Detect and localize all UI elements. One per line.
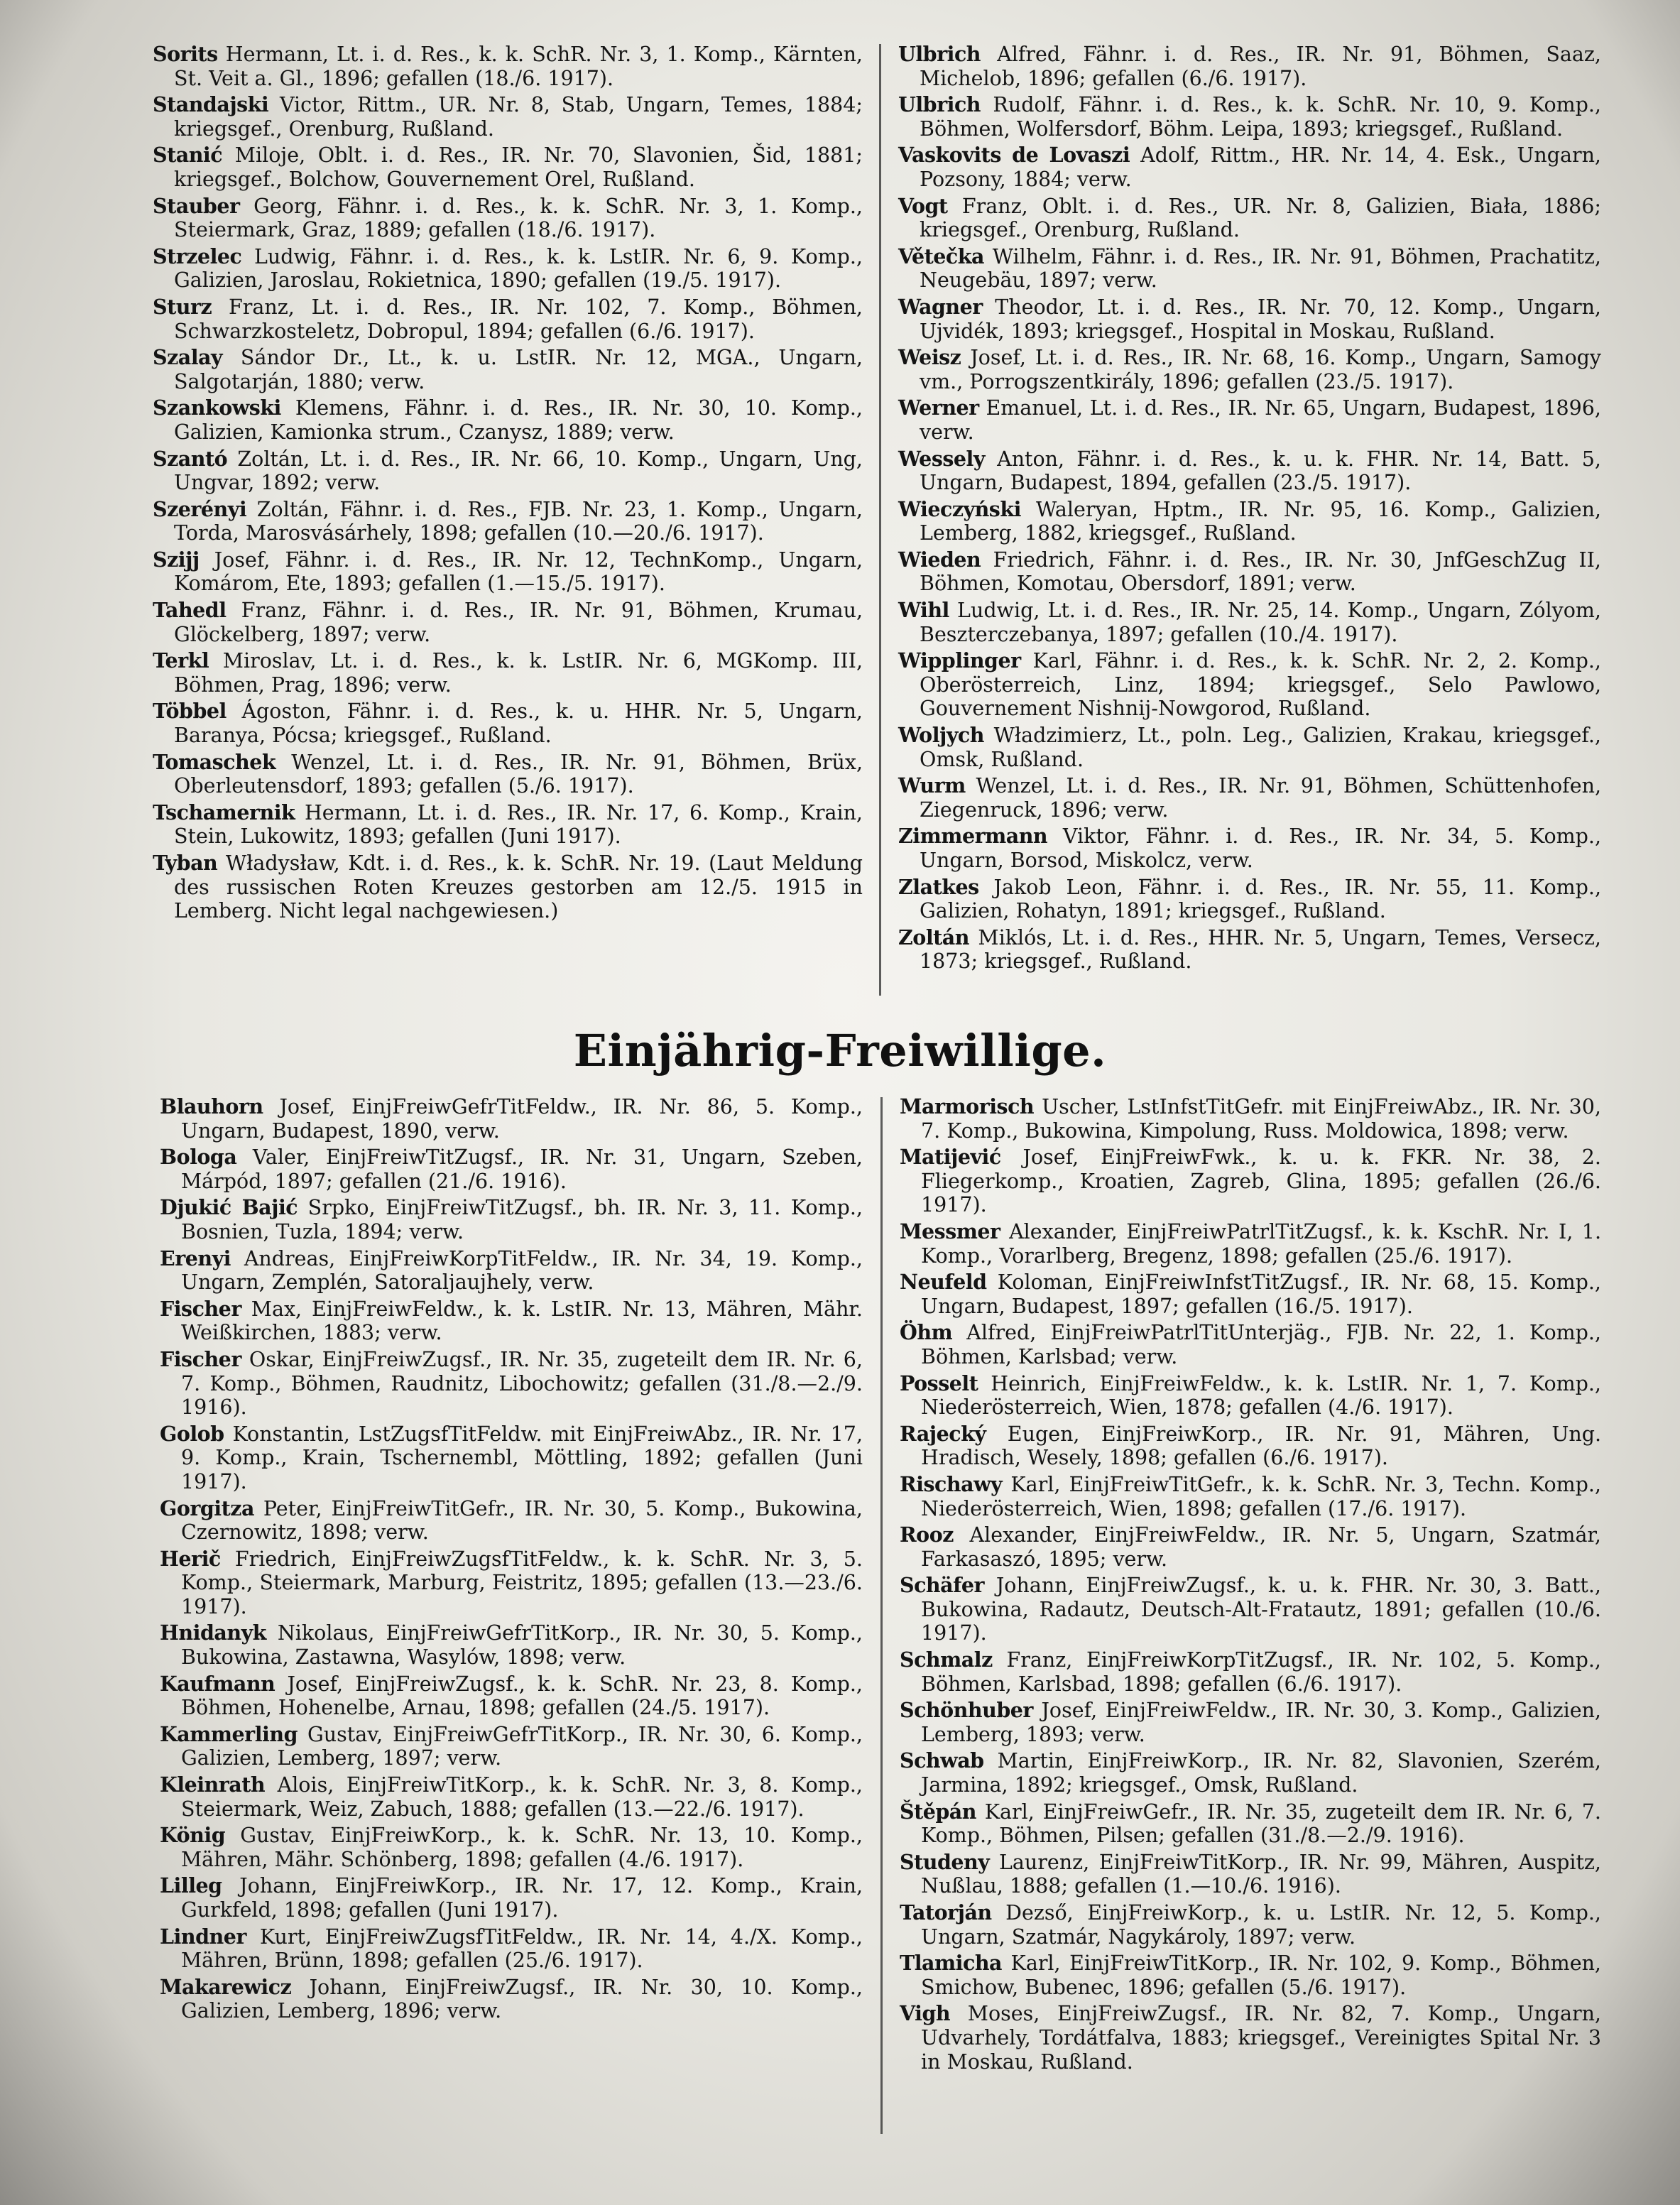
list-entry [898,548,1601,596]
list-entry [153,649,863,697]
list-entry [900,1270,1601,1318]
list-entry [153,801,863,849]
entry-details: Miroslav, Lt. i. d. Res., k. k. LstIR. Nr. 6, MGKomp. III, Böhmen, Prag, 1896; verw. [174,649,863,697]
entry-surname: Hnidanyk [160,1621,266,1645]
list-entry [153,751,863,798]
entry-surname: Tahedl [153,598,227,623]
list-entry [898,774,1601,822]
entry-surname: Zlatkes [898,874,979,899]
list-entry [900,1523,1601,1571]
entry-details: Gustav, EinjFreiwKorp., k. k. SchR. Nr. 13, 10. Komp., Mähren, Mähr. Schönberg, 1898; gefallen (4./6. 1917). [181,1824,863,1871]
entry-details: Kurt, EinjFreiwZugsfTitFeldw., IR. Nr. 14, 4./X. Komp., Mähren, Brünn, 1898; gefallen (25./6. 1917). [181,1924,863,1973]
entry-details: Nikolaus, EinjFreiwGefrTitKorp., IR. Nr. 30, 5. Komp., Bukowina, Zastawna, Wasylów, 1898; verw. [181,1621,863,1670]
list-entry [900,1901,1601,1949]
list-entry [900,1800,1601,1848]
entry-details: Karl, EinjFreiwTitGefr., k. k. SchR. Nr. 3, Techn. Komp., Niederösterreich, Wien, 1898; gefallen (17./6. 1917). [921,1472,1601,1520]
entry-surname: Többel [153,699,227,724]
entry-surname: Messmer [900,1219,1000,1243]
list-entry [898,447,1601,495]
entry-surname: Wipplinger [898,648,1021,673]
entry-surname: Wagner [898,294,983,319]
entry-surname: Rooz [900,1523,954,1547]
list-entry [900,1574,1601,1645]
entry-surname: Štěpán [900,1799,976,1824]
entry-surname: Bologa [160,1145,237,1170]
entry-details: Heinrich, EinjFreiwFeldw., k. k. LstIR. Nr. 1, 7. Komp., Niederösterreich, Wien, 1878; gefallen (4./6. 1917). [921,1371,1601,1420]
list-entry [898,876,1601,923]
list-entry [898,498,1601,545]
entry-surname: Tatorján [900,1900,992,1924]
entry-details: Laurenz, EinjFreiwTitKorp., IR. Nr. 99, Mähren, Auspitz, Nußlau, 1888; gefallen (1.—10./6. 1916). [921,1850,1601,1898]
list-entry [898,926,1601,974]
entry-surname: Rajecký [900,1421,986,1446]
entry-details: Josef, EinjFreiwZugsf., k. k. SchR. Nr. 23, 8. Komp., Böhmen, Hohenelbe, Arnau, 1898; gefallen (24./5. 1917). [181,1672,863,1720]
entry-surname: Tlamicha [900,1951,1003,1976]
list-entry [153,447,863,495]
entry-surname: Rischawy [900,1471,1003,1496]
entry-surname: Vogt [898,193,948,218]
entry-details: Sándor Dr., Lt., k. u. LstIR. Nr. 12, MGA., Ungarn, Salgotarján, 1880; verw. [174,346,863,393]
list-entry [898,195,1601,242]
entry-surname: Wessely [898,446,985,471]
entry-details: Josef, Lt. i. d. Res., IR. Nr. 68, 16. Komp., Ungarn, Samogy vm., Porrogszentkirály, 1896; gefallen (23./5. 1917). [920,346,1601,393]
entry-details: Alois, EinjFreiwTitKorp., k. k. SchR. Nr. 3, 8. Komp., Steiermark, Weiz, Zabuch, 1888; gefallen (13.—22./6. 1917). [181,1773,863,1821]
list-entry [900,1699,1601,1746]
entry-details: Wenzel, Lt. i. d. Res., IR. Nr. 91, Böhmen, Schüttenhofen, Ziegenruck, 1896; verw. [920,774,1601,822]
entry-surname: Tschamernik [153,800,295,824]
list-entry [898,143,1601,191]
entry-details: Valer, EinjFreiwTitZugsf., IR. Nr. 31, Ungarn, Szeben, Márpód, 1897; gefallen (21./6. 1916). [181,1145,863,1193]
entry-details: Victor, Rittm., UR. Nr. 8, Stab, Ungarn, Temes, 1884; kriegsgef., Orenburg, Rußland. [174,93,863,141]
entry-surname: Schwab [900,1748,984,1773]
entry-details: Karl, EinjFreiwTitKorp., IR. Nr. 102, 9. Komp., Böhmen, Smichow, Bubenec, 1896; gefallen (5./6. 1917). [921,1951,1601,1999]
entry-details: Zoltán, Lt. i. d. Res., IR. Nr. 66, 10. Komp., Ungarn, Ung, Ungvar, 1892; verw. [174,447,863,495]
entry-details: Alfred, EinjFreiwPatrlTitUnterjäg., FJB. Nr. 22, 1. Komp., Böhmen, Karlsbad; verw. [921,1321,1601,1368]
list-entry [898,346,1601,393]
entry-surname: Szalay [153,345,223,370]
entry-surname: Schmalz [900,1648,993,1672]
list-entry [160,1297,863,1345]
entry-surname: Weisz [898,345,961,370]
list-entry [153,548,863,596]
column-divider-bottom [880,1097,883,2134]
entry-details: Eugen, EinjFreiwKorp., IR. Nr. 91, Mähren, Ung. Hradisch, Wesely, 1898; gefallen (6./6. 1917). [921,1422,1601,1470]
entry-surname: Sturz [153,294,212,319]
entry-surname: Wurm [898,773,966,798]
entry-surname: Zoltán [898,925,969,949]
column-bottom-left [160,1095,863,2026]
entry-details: Miklós, Lt. i. d. Res., HHR. Nr. 5, Ungarn, Temes, Versecz, 1873; kriegsgef., Rußland. [920,925,1601,974]
list-entry [160,1723,863,1770]
entry-details: Johann, EinjFreiwZugsf., k. u. k. FHR. Nr. 30, 3. Batt., Bukowina, Radautz, Deutsch-Alt-Fratautz, 1891; gefallen (10./6. 1917). [921,1574,1601,1645]
entry-surname: Ulbrich [898,42,981,66]
entry-surname: Schönhuber [900,1698,1033,1723]
list-entry [898,93,1601,141]
entry-surname: Fischer [160,1296,241,1321]
list-entry [900,1749,1601,1797]
entry-details: Georg, Fähnr. i. d. Res., k. k. SchR. Nr. 3, 1. Komp., Steiermark, Graz, 1889; gefallen (18./6. 1917). [174,194,863,242]
list-entry [160,1547,863,1619]
list-entry [898,649,1601,721]
entry-surname: Gorgitza [160,1496,254,1520]
entry-details: Emanuel, Lt. i. d. Res., IR. Nr. 65, Ungarn, Budapest, 1896, verw. [920,396,1601,444]
entry-surname: Wihl [898,598,949,623]
list-entry [900,2002,1601,2074]
entry-details: Viktor, Fähnr. i. d. Res., IR. Nr. 34, 5. Komp., Ungarn, Borsod, Miskolcz, verw. [920,824,1601,872]
entry-surname: Woljych [898,723,984,748]
list-entry [900,1321,1601,1368]
entry-details: Alexander, EinjFreiwFeldw., IR. Nr. 5, Ungarn, Szatmár, Farkasaszó, 1895; verw. [921,1523,1601,1571]
entry-details: Moses, EinjFreiwZugsf., IR. Nr. 82, 7. Komp., Ungarn, Udvarhely, Tordátfalva, 1883; kriegsgef., Vereinigtes Spital Nr. 3 in Moskau, Rußland. [921,2002,1601,2074]
entry-details: Ágoston, Fähnr. i. d. Res., k. u. HHR. Nr. 5, Ungarn, Baranya, Pócsa; kriegsgef., Rußland. [174,699,863,748]
list-entry [160,1145,863,1193]
entry-details: Friedrich, Fähnr. i. d. Res., IR. Nr. 30, JnfGeschZug II, Böhmen, Komotau, Obersdorf, 1891; verw. [920,548,1601,596]
entry-surname: Větečka [898,244,984,268]
entry-surname: Stanić [153,143,223,168]
column-divider-top [879,44,881,996]
entry-surname: Schäfer [900,1573,985,1598]
entry-details: Klemens, Fähnr. i. d. Res., IR. Nr. 30, 10. Komp., Galizien, Kamionka strum., Czanysz, 1889; verw. [174,396,863,444]
entry-surname: Erenyi [160,1246,231,1270]
list-entry [900,1851,1601,1898]
column-bottom-right [900,1095,1601,2076]
entry-details: Uscher, LstInfstTitGefr. mit EinjFreiwAbz., IR. Nr. 30, 7. Komp., Bukowina, Kimpolung, Russ. Moldowica, 1898; verw. [921,1095,1601,1143]
entry-surname: Marmorisch [900,1094,1035,1118]
entry-details: Konstantin, LstZugsfTitFeldw. mit EinjFreiwAbz., IR. Nr. 17, 9. Komp., Krain, Tschernembl, Möttling, 1892; gefallen (Juni 1917). [181,1422,863,1493]
entry-surname: Herič [160,1546,221,1571]
entry-surname: Zimmermann [898,824,1048,849]
entry-details: Hermann, Lt. i. d. Res., k. k. SchR. Nr. 3, 1. Komp., Kärnten, St. Veit a. Gl., 1896; gefallen (18./6. 1917). [174,43,863,90]
entry-surname: Szijj [153,547,200,572]
entry-surname: Studeny [900,1849,990,1874]
list-entry [153,295,863,343]
entry-surname: Vaskovits de Lovaszi [898,143,1130,168]
list-entry [160,1247,863,1295]
entry-surname: Neufeld [900,1270,987,1295]
list-entry [898,295,1601,343]
entry-details: Anton, Fähnr. i. d. Res., k. u. k. FHR. Nr. 14, Batt. 5, Ungarn, Budapest, 1894, gefallen (23./5. 1917). [920,447,1601,495]
entry-details: Waleryan, Hptm., IR. Nr. 95, 16. Komp., Galizien, Lemberg, 1882, kriegsgef., Rußland. [920,497,1601,545]
entry-surname: Vigh [900,2001,951,2026]
entry-details: Koloman, EinjFreiwInfstTitZugsf., IR. Nr. 68, 15. Komp., Ungarn, Budapest, 1897; gefallen (16./5. 1917). [921,1270,1601,1318]
entry-surname: Ulbrich [898,92,981,117]
list-entry [160,1925,863,1973]
list-entry [153,43,863,90]
entry-surname: Makarewicz [160,1974,292,1999]
entry-details: Jakob Leon, Fähnr. i. d. Res., IR. Nr. 55, 11. Komp., Galizien, Rohatyn, 1891; kriegsgef., Rußland. [920,875,1601,923]
entry-surname: Werner [898,396,979,420]
entry-details: Miloje, Oblt. i. d. Res., IR. Nr. 70, Slavonien, Šid, 1881; kriegsgef., Bolchow, Gouvernement Orel, Rußland. [174,143,863,191]
list-entry [160,1976,863,2023]
list-entry [900,1422,1601,1470]
column-top-right [898,43,1601,976]
entry-details: Wenzel, Lt. i. d. Res., IR. Nr. 91, Böhmen, Brüx, Oberleutensdorf, 1893; gefallen (5./6. 1917). [174,750,863,798]
entry-details: Franz, Oblt. i. d. Res., UR. Nr. 8, Galizien, Biała, 1886; kriegsgef., Orenburg, Rußland. [920,194,1601,242]
entry-details: Johann, EinjFreiwZugsf., IR. Nr. 30, 10. Komp., Galizien, Lemberg, 1896; verw. [181,1975,863,2023]
entry-surname: Blauhorn [160,1094,263,1118]
list-entry [898,824,1601,872]
entry-details: Peter, EinjFreiwTitGefr., IR. Nr. 30, 5. Komp., Bukowina, Czernowitz, 1898; verw. [181,1496,863,1545]
list-entry [153,396,863,444]
list-entry [153,143,863,191]
entry-surname: Lilleg [160,1873,222,1898]
list-entry [160,1422,863,1494]
entry-surname: Tyban [153,851,218,875]
entry-details: Josef, EinjFreiwFeldw., IR. Nr. 30, 3. Komp., Galizien, Lemberg, 1893; verw. [921,1699,1601,1746]
entry-surname: Szerényi [153,496,247,521]
entry-details: Ludwig, Fähnr. i. d. Res., k. k. LstIR. Nr. 6, 9. Komp., Galizien, Jaroslau, Rokietnica, 1890; gefallen (19./5. 1917). [174,244,863,293]
list-entry [153,195,863,242]
entry-details: Hermann, Lt. i. d. Res., IR. Nr. 17, 6. Komp., Krain, Stein, Lukowitz, 1893; gefallen (Juni 1917). [174,800,863,849]
entry-surname: Szankowski [153,396,281,420]
entry-details: Władzimierz, Lt., poln. Leg., Galizien, Krakau, kriegsgef., Omsk, Rußland. [920,724,1601,771]
column-top-left [153,43,863,926]
entry-details: Theodor, Lt. i. d. Res., IR. Nr. 70, 12. Komp., Ungarn, Ujvidék, 1893; kriegsgef., Hospital in Moskau, Rußland. [920,295,1601,343]
list-entry [153,599,863,646]
entry-details: Rudolf, Fähnr. i. d. Res., k. k. SchR. Nr. 10, 9. Komp., Böhmen, Wolfersdorf, Böhm. Leipa, 1893; kriegsgef., Rußland. [920,93,1601,141]
entry-surname: Sorits [153,42,218,66]
entry-details: Adolf, Rittm., HR. Nr. 14, 4. Esk., Ungarn, Pozsony, 1884; verw. [920,143,1601,191]
list-entry [160,1874,863,1922]
entry-surname: Szantó [153,446,228,471]
entry-details: Franz, Fähnr. i. d. Res., IR. Nr. 91, Böhmen, Krumau, Glöckelberg, 1897; verw. [174,599,863,646]
list-entry [900,1220,1601,1268]
entry-surname: Wieczyński [898,496,1021,521]
list-entry [160,1672,863,1720]
entry-details: Friedrich, EinjFreiwZugsfTitFeldw., k. k. SchR. Nr. 3, 5. Komp., Steiermark, Marburg, Feistritz, 1895; gefallen (13.—23./6. 1917). [181,1547,863,1618]
entry-details: Wilhelm, Fähnr. i. d. Res., IR. Nr. 91, Böhmen, Prachatitz, Neugebäu, 1897; verw. [920,244,1601,293]
list-entry [898,396,1601,444]
section-title: Einjährig-Freiwillige. [573,1025,1107,1077]
list-entry [898,245,1601,293]
entry-surname: Kammerling [160,1721,298,1746]
list-entry [160,1348,863,1420]
entry-details: Gustav, EinjFreiwGefrTitKorp., IR. Nr. 30, 6. Komp., Galizien, Lemberg, 1897; verw. [181,1722,863,1770]
list-entry [153,699,863,747]
entry-surname: Strzelec [153,244,242,268]
list-entry [900,1473,1601,1520]
list-entry [160,1824,863,1871]
entry-details: Andreas, EinjFreiwKorpTitFeldw., IR. Nr. 34, 19. Komp., Ungarn, Zemplén, Satoraljaujhely, verw. [181,1246,863,1295]
entry-details: Josef, EinjFreiwGefrTitFeldw., IR. Nr. 86, 5. Komp., Ungarn, Budapest, 1890, verw. [181,1095,863,1143]
list-entry [900,1648,1601,1696]
list-entry [160,1196,863,1243]
entry-details: Ludwig, Lt. i. d. Res., IR. Nr. 25, 14. Komp., Ungarn, Zólyom, Beszterczebanya, 1897; gefallen (10./4. 1917). [920,599,1601,646]
entry-details: Karl, EinjFreiwGefr., IR. Nr. 35, zugeteilt dem IR. Nr. 6, 7. Komp., Böhmen, Pilsen; gefallen (31./8.—2./9. 1916). [921,1800,1601,1848]
list-entry [900,1951,1601,1999]
entry-surname: Golob [160,1421,224,1446]
entry-surname: Lindner [160,1924,246,1949]
entry-details: Oskar, EinjFreiwZugsf., IR. Nr. 35, zugeteilt dem IR. Nr. 6, 7. Komp., Böhmen, Raudnitz, Libochowitz; gefallen (31./8.—2./9. 1916). [181,1347,863,1420]
list-entry [153,498,863,545]
entry-details: Władysław, Kdt. i. d. Res., k. k. SchR. Nr. 19. (Laut Meldung des russischen Roten Kreuzes gestorben am 12./5. 1915 in Lemberg. Nicht legal nachgewiesen.) [174,851,863,923]
entry-surname: Matijević [900,1145,1001,1170]
list-entry [160,1095,863,1143]
entry-details: Alexander, EinjFreiwPatrlTitZugsf., k. k. KschR. Nr. I, 1. Komp., Vorarlberg, Bregenz, 1898; gefallen (25./6. 1917). [921,1219,1601,1268]
entry-details: Zoltán, Fähnr. i. d. Res., FJB. Nr. 23, 1. Komp., Ungarn, Torda, Marosvásárhely, 1898; gefallen (10.—20./6. 1917). [174,497,863,545]
entry-details: Martin, EinjFreiwKorp., IR. Nr. 82, Slavonien, Szerém, Jarmina, 1892; kriegsgef., Omsk, Rußland. [921,1749,1601,1797]
entry-details: Max, EinjFreiwFeldw., k. k. LstIR. Nr. 13, Mähren, Mähr. Weißkirchen, 1883; verw. [181,1297,863,1345]
list-entry [153,245,863,293]
list-entry [898,599,1601,646]
entry-details: Srpko, EinjFreiwTitZugsf., bh. IR. Nr. 3, 11. Komp., Bosnien, Tuzla, 1894; verw. [181,1196,863,1243]
entry-surname: Terkl [153,648,209,673]
list-entry [900,1095,1601,1143]
entry-details: Johann, EinjFreiwKorp., IR. Nr. 17, 12. Komp., Krain, Gurkfeld, 1898; gefallen (Juni 1917). [181,1874,863,1922]
entry-surname: Wieden [898,547,981,572]
entry-details: Alfred, Fähnr. i. d. Res., IR. Nr. 91, Böhmen, Saaz, Michelob, 1896; gefallen (6./6. 1917). [920,43,1601,90]
entry-surname: Posselt [900,1371,978,1395]
list-entry [153,851,863,923]
list-entry [898,43,1601,90]
entry-surname: Öhm [900,1320,953,1345]
entry-surname: Djukić Bajić [160,1195,298,1220]
entry-details: Dezső, EinjFreiwKorp., k. u. LstIR. Nr. 12, 5. Komp., Ungarn, Szatmár, Nagykároly, 1897; verw. [921,1901,1601,1949]
list-entry [900,1145,1601,1217]
entry-surname: Kaufmann [160,1671,276,1696]
entry-surname: Stauber [153,193,240,218]
list-entry [898,724,1601,771]
entry-surname: Kleinrath [160,1773,266,1797]
entry-details: Josef, EinjFreiwFwk., k. u. k. FKR. Nr. 38, 2. Fliegerkomp., Kroatien, Zagreb, Glina, 1895; gefallen (26./6. 1917). [921,1145,1601,1217]
list-entry [160,1621,863,1669]
list-entry [160,1497,863,1545]
entry-surname: König [160,1823,226,1848]
entry-surname: Standajski [153,92,269,117]
list-entry [900,1372,1601,1420]
entry-details: Franz, EinjFreiwKorpTitZugsf., IR. Nr. 102, 5. Komp., Böhmen, Karlsbad, 1898; gefallen (6./6. 1917). [921,1648,1601,1696]
list-entry [153,346,863,393]
entry-surname: Tomaschek [153,749,276,774]
entry-details: Karl, Fähnr. i. d. Res., k. k. SchR. Nr. 2, 2. Komp., Oberösterreich, Linz, 1894; kriegsgef., Selo Pawlowo, Gouvernement Nishnij-Nowgorod, Rußland. [920,649,1601,721]
entry-details: Josef, Fähnr. i. d. Res., IR. Nr. 12, TechnKomp., Ungarn, Komárom, Ete, 1893; gefallen (1.—15./5. 1917). [174,548,863,596]
entry-details: Franz, Lt. i. d. Res., IR. Nr. 102, 7. Komp., Böhmen, Schwarzkosteletz, Dobropul, 1894; gefallen (6./6. 1917). [174,295,863,343]
entry-surname: Fischer [160,1346,241,1371]
list-entry [153,93,863,141]
list-entry [160,1773,863,1821]
